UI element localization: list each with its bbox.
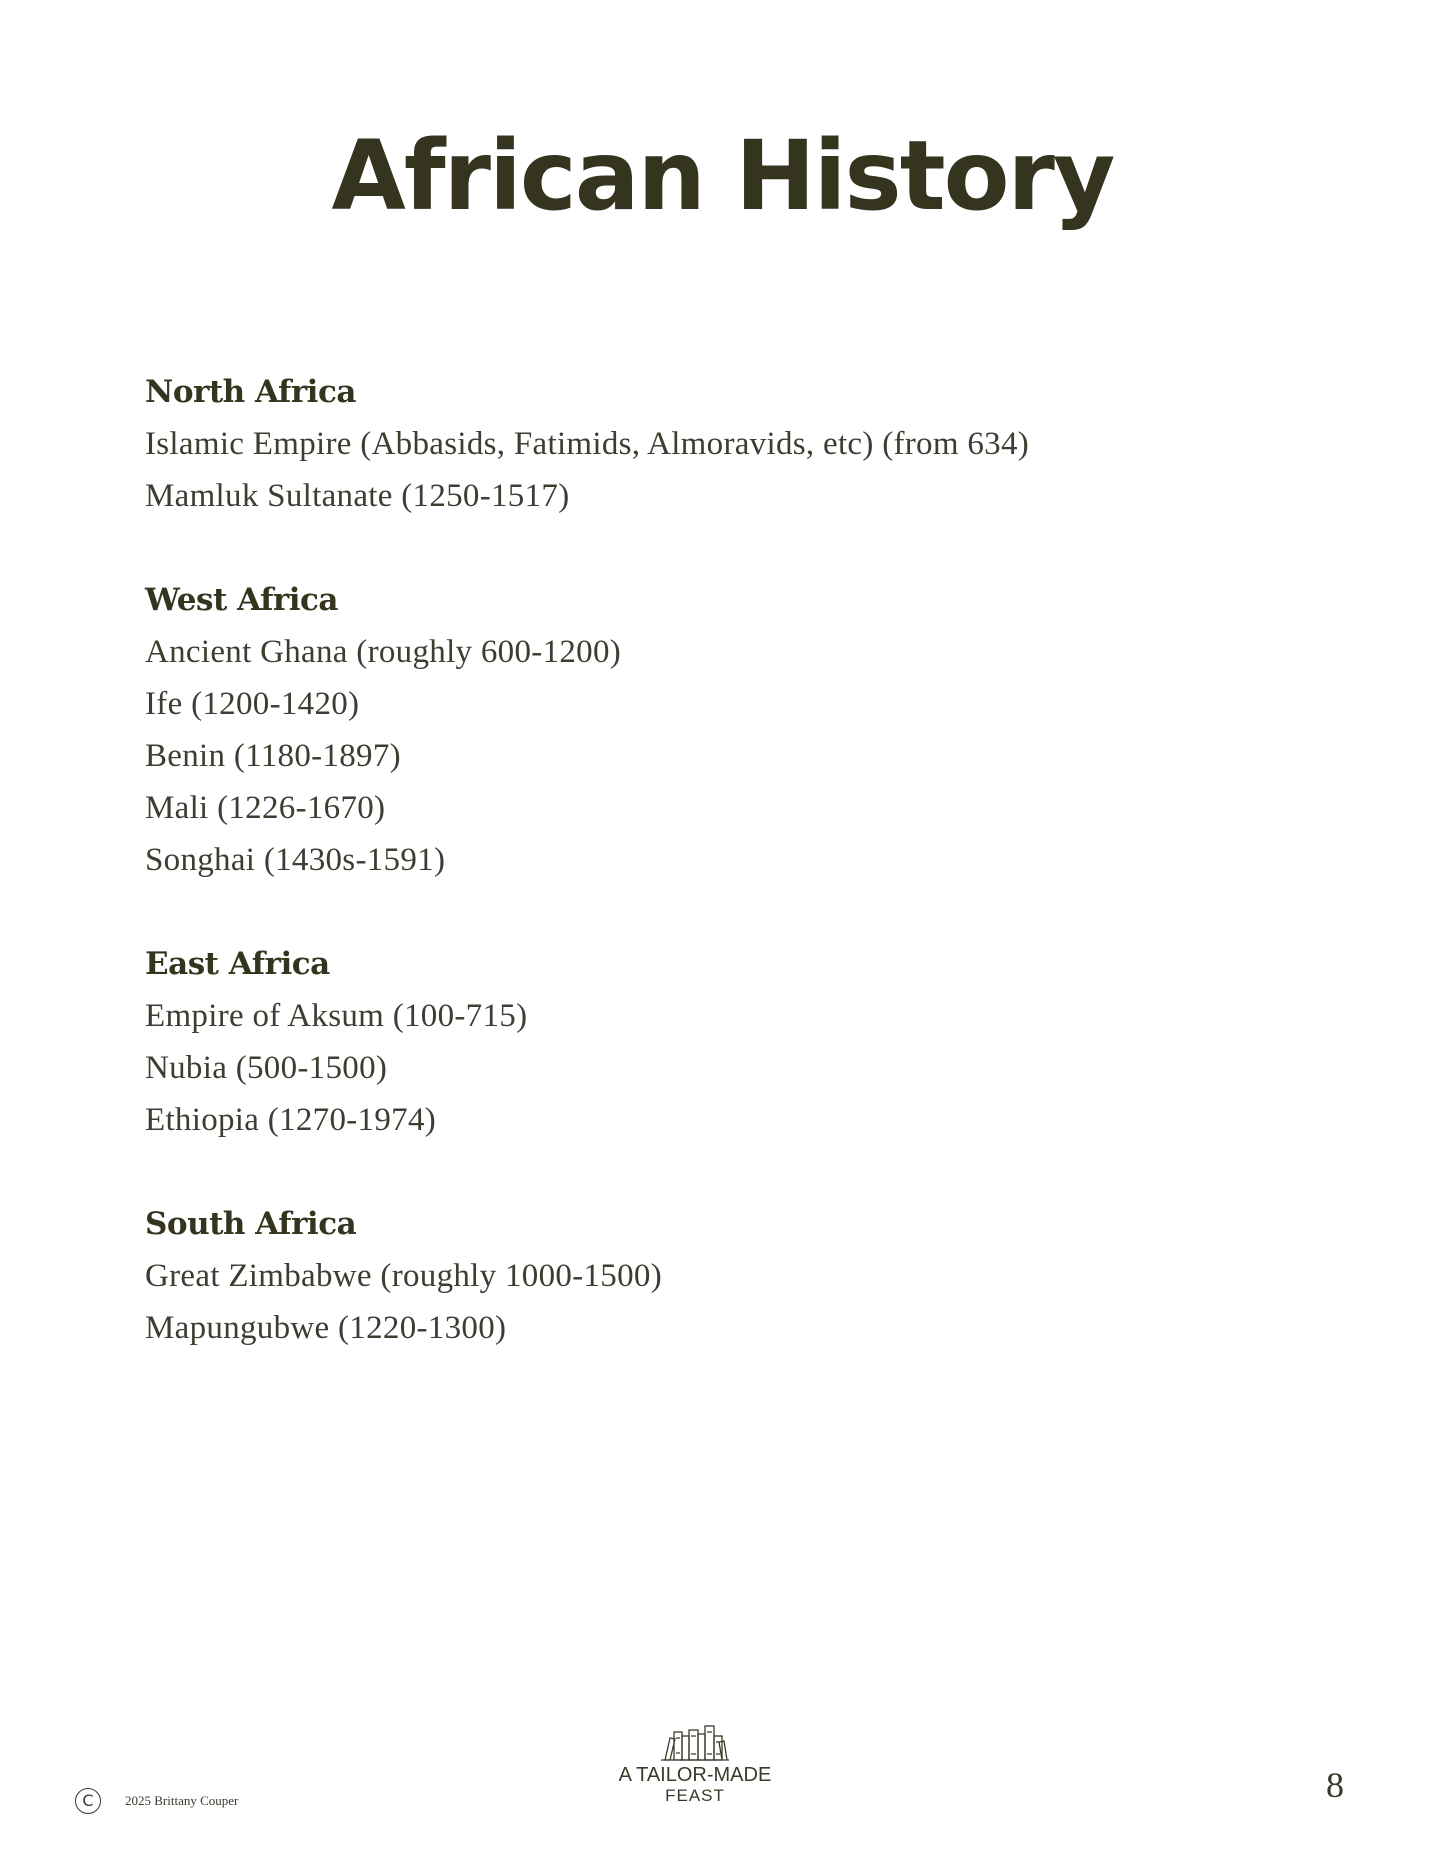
section-heading: West Africa — [145, 582, 338, 618]
section-east-africa — [145, 938, 1325, 1146]
list-item: Nubia (500-1500) — [145, 1050, 388, 1086]
page-title: African History — [331, 120, 1114, 232]
section-heading: South Africa — [145, 1206, 357, 1242]
list-item: Mamluk Sultanate (1250-1517) — [145, 478, 570, 514]
content — [145, 366, 1325, 1406]
section-list — [145, 1250, 1325, 1354]
list-item: Mali (1226-1670) — [145, 790, 386, 826]
list-item: Islamic Empire (Abbasids, Fatimids, Almoravids, etc) (from 634) — [145, 426, 1030, 462]
list-item: Ife (1200-1420) — [145, 686, 360, 722]
section-north-africa — [145, 366, 1325, 522]
section-list — [145, 626, 1325, 886]
page-number: 8 — [1326, 1765, 1344, 1805]
list-item: Empire of Aksum (100-715) — [145, 998, 528, 1034]
list-item: Songhai (1430s-1591) — [145, 842, 446, 878]
brand-logo — [600, 1722, 790, 1806]
section-list — [145, 990, 1325, 1146]
section-south-africa — [145, 1198, 1325, 1354]
copyright-icon: C — [75, 1788, 101, 1814]
list-item: Mapungubwe (1220-1300) — [145, 1310, 507, 1346]
section-heading: North Africa — [145, 374, 356, 410]
list-item: Ancient Ghana (roughly 600-1200) — [145, 634, 622, 670]
list-item: Ethiopia (1270-1974) — [145, 1102, 437, 1138]
list-item: Benin (1180-1897) — [145, 738, 401, 774]
logo-text-line2: FEAST — [665, 1786, 725, 1805]
section-heading: East Africa — [145, 946, 330, 982]
list-item: Great Zimbabwe (roughly 1000-1500) — [145, 1258, 662, 1294]
section-west-africa — [145, 574, 1325, 886]
books-icon — [659, 1722, 731, 1762]
section-list — [145, 418, 1325, 522]
logo-text-line1: A TAILOR-MADE — [618, 1764, 772, 1786]
footer-copyright — [75, 1788, 238, 1814]
copyright-text: 2025 Brittany Couper — [125, 1793, 239, 1808]
